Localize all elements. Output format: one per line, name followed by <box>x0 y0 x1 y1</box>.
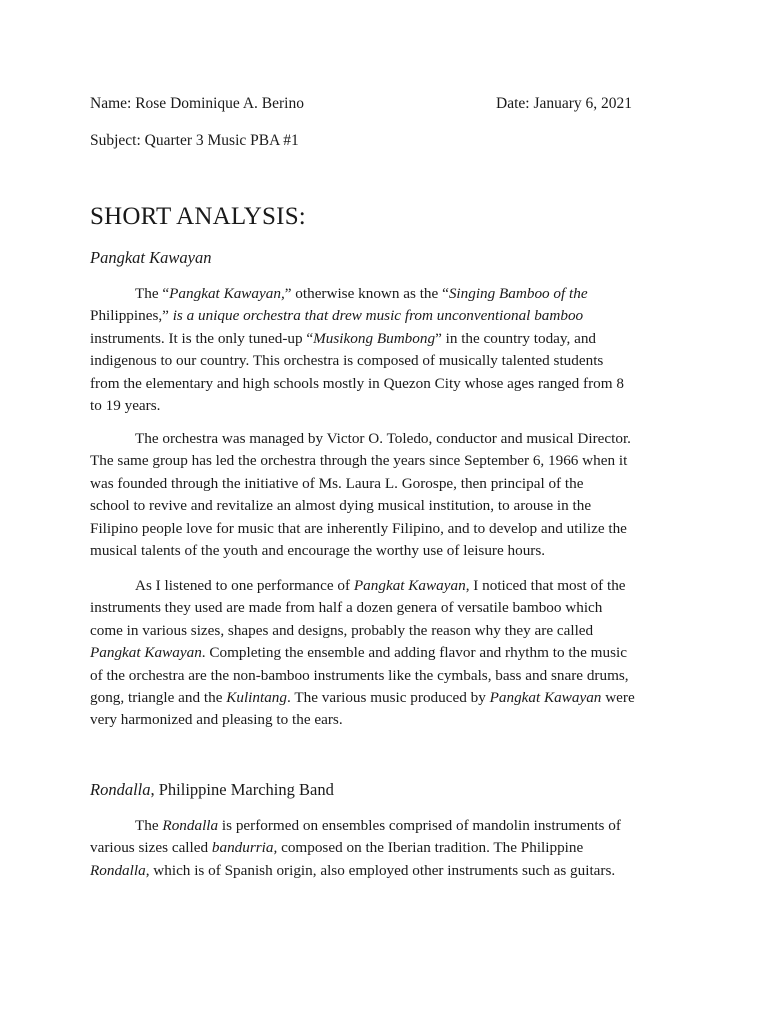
document-date: Date: January 6, 2021 <box>496 95 633 112</box>
text-line: come in various sizes, shapes and designs, probably the reason why they are called <box>90 621 594 639</box>
text-line: to 19 years. <box>90 397 161 415</box>
text-line: of the orchestra are the non-bamboo instruments like the cymbals, bass and snare drums, <box>90 666 629 684</box>
section-heading-pangkat-kawayan: Pangkat Kawayan <box>90 248 212 267</box>
text-line: The Rondalla is performed on ensembles comprised of mandolin instruments of <box>135 817 621 834</box>
subject-line: Subject: Quarter 3 Music PBA #1 <box>90 132 299 149</box>
text-line: The “Pangkat Kawayan,” otherwise known as the “Singing Bamboo of the <box>135 285 588 302</box>
text-line: Pangkat Kawayan. Completing the ensemble and adding flavor and rhythm to the music <box>90 644 627 662</box>
text-line: Philippines,” is a unique orchestra that drew music from unconventional bamboo <box>90 307 584 325</box>
section-heading-rondalla: Rondalla, Philippine Marching Band <box>90 780 334 799</box>
text-line: Filipino people love for music that are inherently Filipino, and to develop and utilize the <box>90 519 627 537</box>
student-name: Name: Rose Dominique A. Berino <box>90 95 304 112</box>
document-title: SHORT ANALYSIS: <box>90 203 306 230</box>
text-line: instruments. It is the only tuned-up “Musikong Bumbong” in the country today, and <box>90 329 597 347</box>
text-line: instruments they used are made from half a dozen genera of versatile bamboo which <box>90 599 603 617</box>
text-line: was founded through the initiative of Ms. Laura L. Gorospe, then principal of the <box>90 474 584 492</box>
text-line: school to revive and revitalize an almost dying musical institution, to arouse in the <box>90 497 592 515</box>
text-line: very harmonized and pleasing to the ears. <box>90 711 343 729</box>
text-line: The same group has led the orchestra through the years since September 6, 1966 when it <box>90 452 628 470</box>
text-line: from the elementary and high schools mostly in Quezon City whose ages ranged from 8 <box>90 374 624 392</box>
paragraph-performance <box>90 575 682 732</box>
text-line: indigenous to our country. This orchestra is composed of musically talented students <box>90 352 604 370</box>
text-line: various sizes called bandurria, composed on the Iberian tradition. The Philippine <box>90 839 584 857</box>
text-line: gong, triangle and the Kulintang. The various music produced by Pangkat Kawayan were <box>90 689 635 707</box>
text-line: As I listened to one performance of Pangkat Kawayan, I noticed that most of the <box>135 577 626 594</box>
text-line: Rondalla, which is of Spanish origin, also employed other instruments such as guitars. <box>90 861 616 879</box>
paragraph-pangkat-intro <box>90 283 682 417</box>
text-line: The orchestra was managed by Victor O. Toledo, conductor and musical Director. <box>135 430 631 447</box>
paragraph-orchestra-history <box>90 428 682 562</box>
text-line: musical talents of the youth and encourage the worthy use of leisure hours. <box>90 542 546 560</box>
paragraph-rondalla <box>90 815 682 882</box>
